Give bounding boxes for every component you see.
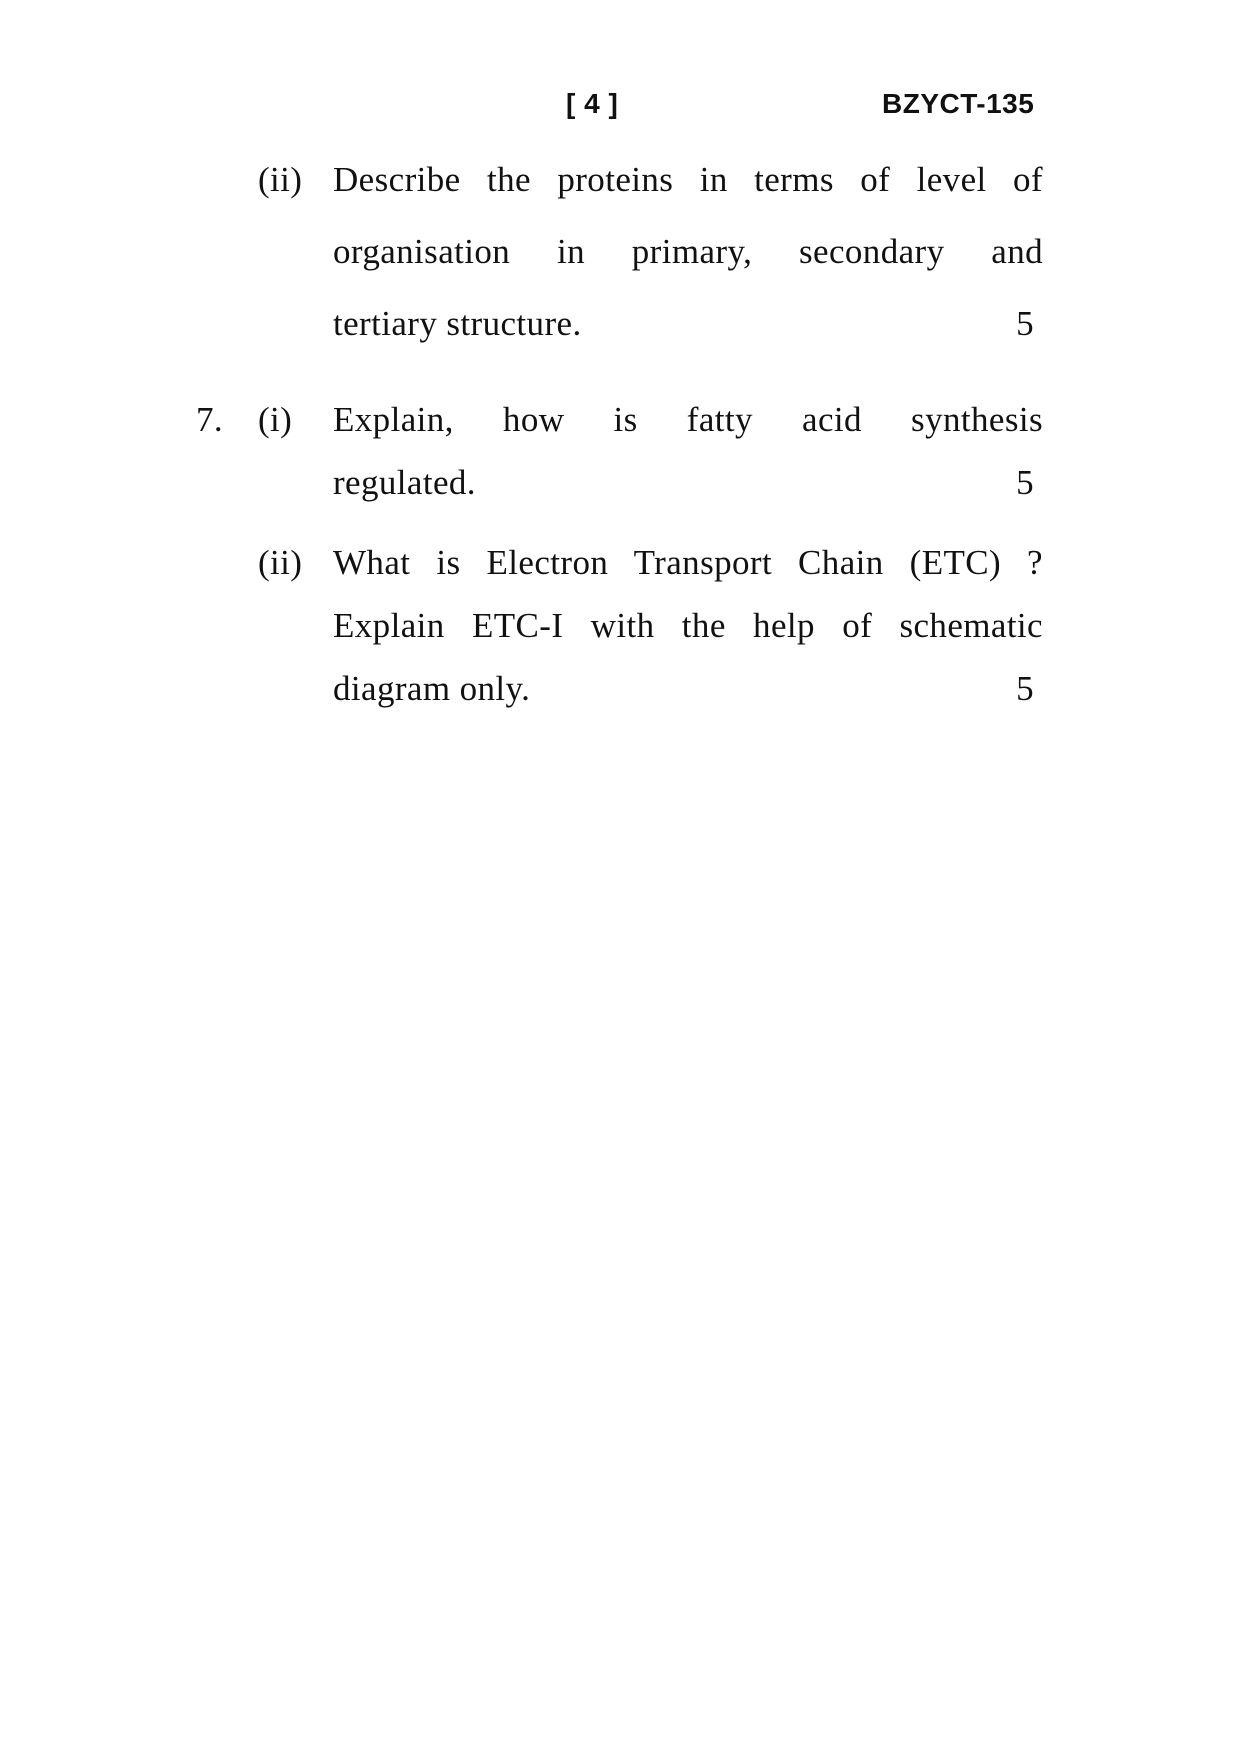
sub-question-label: (ii) [258, 160, 303, 199]
sub-question-label: (ii) [258, 543, 303, 582]
marks-value: 5 [1016, 669, 1034, 708]
question-text-line: organisation in primary, secondary and [333, 232, 1043, 271]
marks-value: 5 [1016, 463, 1034, 502]
question-text-line: Explain, how is fatty acid synthesis [333, 400, 1043, 439]
question-text-line: regulated. [333, 463, 476, 502]
page-number: [ 4 ] [566, 88, 619, 119]
course-code: BZYCT-135 [882, 88, 1035, 119]
question-number: 7. [196, 400, 224, 439]
question-text-line: Describe the proteins in terms of level of [333, 160, 1043, 199]
question-text-line: Explain ETC-I with the help of schematic [333, 606, 1043, 645]
question-text-line: tertiary structure. [333, 304, 582, 343]
marks-value: 5 [1016, 304, 1034, 343]
question-text-line: What is Electron Transport Chain (ETC) ? [333, 543, 1043, 582]
sub-question-label: (i) [258, 400, 293, 439]
question-text-line: diagram only. [333, 669, 531, 708]
